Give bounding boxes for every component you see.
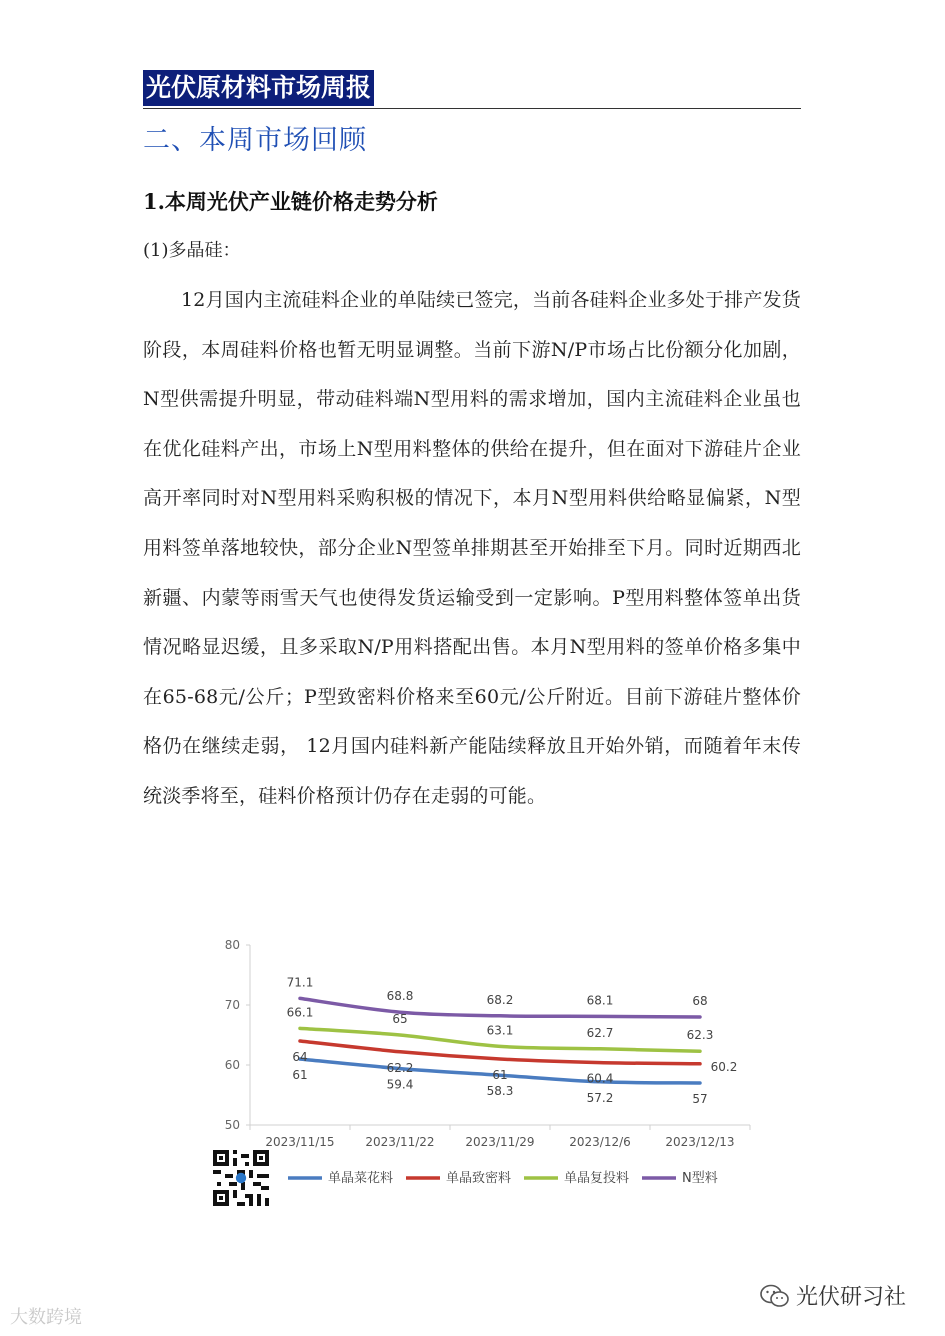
footer-right-brand: 光伏研习社	[796, 1285, 907, 1310]
data-label: 64	[292, 1050, 308, 1064]
data-label: 68	[692, 994, 708, 1008]
x-tick-label: 2023/11/15	[265, 1135, 335, 1149]
wechat-icon	[760, 1283, 790, 1309]
qr-code-icon	[213, 1150, 269, 1206]
data-label: 59.4	[386, 1077, 414, 1092]
sub-heading: 1.本周光伏产业链价格走势分析	[143, 189, 438, 214]
x-tick-label: 2023/11/22	[365, 1135, 435, 1149]
legend-label: 单晶菜花料	[328, 1171, 394, 1186]
footer-left-brand: 大数跨境	[10, 1307, 82, 1328]
data-label: 60.2	[710, 1059, 738, 1074]
body-paragraph: 12月国内主流硅料企业的单陆续已签完，当前各硅料企业多处于排产发货阶段，本周硅料价格也暂无明显调整。当前下游N/P市场占比份额分化加剧，N型供需提升明显，带动硅料端N型用料的需求增加，国内主流硅料企业虽也在优化硅料产出，市场上N型用料整体的供给在提升，但在面对下游硅片企业高开率同时对N型用料采购积极的情况下，本月N型用料供给略显偏紧，N型用料签单落地较快，部分企业N型签单排期甚至开始排至下月。同时近期西北新疆、内蒙等雨雪天气也使得发货运输受到一定影响。P型用料整体签单出货情况略显迟缓，且多采取N/P用料搭配出售。本月N型用料的签单价格多集中在65-68元/公斤；P型致密料价格来至60元/公斤附近。目前下游硅片整体价格仍在继续走弱， 12月国内硅料新产能陆续释放且开始外销，而随着年末传统淡季将至，硅料价格预计仍存在走弱的可能。	[143, 289, 801, 807]
data-label: 61	[492, 1068, 508, 1082]
title-divider	[143, 108, 801, 109]
data-label: 63.1	[486, 1023, 514, 1038]
legend-label: 单晶致密料	[446, 1171, 512, 1186]
data-label: 58.3	[486, 1084, 514, 1099]
data-label: 60.4	[586, 1071, 614, 1086]
series-line-2	[300, 1041, 700, 1064]
legend-label: N型料	[682, 1171, 718, 1186]
data-label: 57	[692, 1092, 708, 1106]
y-tick-label: 50	[224, 1118, 240, 1132]
data-label: 68.1	[586, 993, 614, 1008]
x-tick-label: 2023/12/13	[665, 1135, 735, 1149]
data-label: 62.7	[586, 1025, 614, 1040]
y-tick-label: 60	[224, 1058, 240, 1072]
item-label: (1)多晶硅：	[143, 240, 241, 261]
footer-watermark	[10, 1303, 82, 1329]
data-label: 61	[292, 1068, 308, 1082]
footer-brand	[760, 1280, 906, 1311]
data-label: 71.1	[286, 975, 314, 990]
legend-label: 单晶复投料	[564, 1171, 630, 1186]
data-label: 68.2	[486, 992, 514, 1007]
data-label: 57.2	[586, 1090, 614, 1105]
chart-axis	[225, 938, 750, 1149]
x-tick-label: 2023/12/6	[569, 1135, 631, 1149]
chart-data-labels	[287, 975, 738, 1106]
chart-legend	[288, 1170, 718, 1186]
y-tick-label: 70	[224, 998, 240, 1012]
data-label: 62.3	[686, 1028, 714, 1043]
data-label: 62.2	[386, 1060, 414, 1075]
y-tick-label: 80	[224, 938, 240, 952]
data-label: 68.8	[386, 989, 414, 1004]
data-label: 66.1	[286, 1005, 314, 1020]
report-title: 光伏原材料市场周报	[143, 70, 374, 106]
section-heading: 二、本周市场回顾	[143, 125, 367, 156]
x-tick-label: 2023/11/29	[465, 1135, 535, 1149]
price-line-chart	[200, 930, 760, 1220]
data-label: 65	[392, 1012, 408, 1026]
